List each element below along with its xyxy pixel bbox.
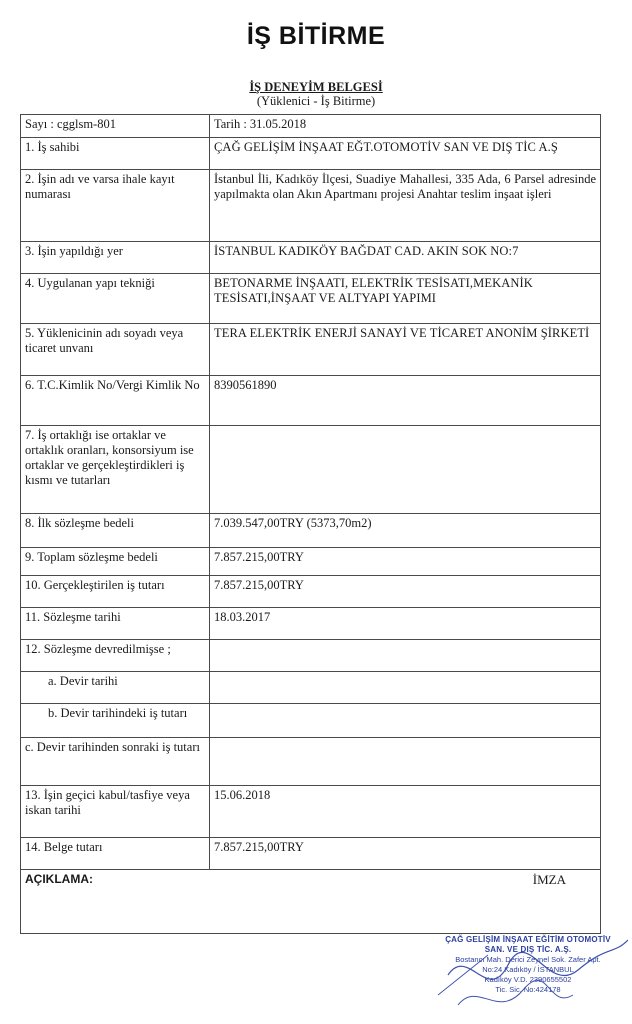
company-stamp [428,935,628,1020]
row-value [210,704,601,738]
aciklama-label: AÇIKLAMA: [25,872,93,886]
row-value: İstanbul İli, Kadıköy İlçesi, Suadiye Mahallesi, 335 Ada, 6 Parsel adresinde yapılmakta olan Akın Apartmanı projesi Anahtar teslim inşaat işleri [210,170,601,242]
row-value: TERA ELEKTRİK ENERJİ SANAYİ VE TİCARET ANONİM ŞİRKETİ [210,324,601,376]
table-row [21,274,601,324]
document-number: Sayı : cgglsm-801 [21,115,210,138]
table-row [21,376,601,426]
row-label: 11. Sözleşme tarihi [21,608,210,640]
row-value [210,738,601,786]
row-label: 8. İlk sözleşme bedeli [21,514,210,548]
table-row [21,786,601,838]
table-row-footer [21,870,601,934]
certificate-table [20,114,601,934]
row-value [210,426,601,514]
table-row [21,838,601,870]
row-label: 2. İşin adı ve varsa ihale kayıt numarası [21,170,210,242]
page-heading: İŞ BİTİRME [246,22,386,50]
table-row [21,548,601,576]
row-value: 7.857.215,00TRY [210,548,601,576]
table-row [21,138,601,170]
row-label: 13. İşin geçici kabul/tasfiye veya iskan tarihi [21,786,210,838]
stamp-address-2: No:24 Kadıköy / İSTANBUL [482,965,574,974]
signature-mark [428,935,628,1020]
row-label: 6. T.C.Kimlik No/Vergi Kimlik No [21,376,210,426]
table-row [21,738,601,786]
table-row [21,576,601,608]
table-row [21,704,601,738]
table-row [21,514,601,548]
row-value: 8390561890 [210,376,601,426]
row-value [210,672,601,704]
row-label: a. Devir tarihi [21,672,210,704]
table-row [21,608,601,640]
table-row [21,324,601,376]
row-value: 7.857.215,00TRY [210,838,601,870]
stamp-address-1: Bostancı Mah. Derici Zeynel Sok. Zafer Apt. [455,955,601,964]
row-label: 12. Sözleşme devredilmişse ; [21,640,210,672]
row-label: 5. Yüklenicinin adı soyadı veya ticaret unvanı [21,324,210,376]
stamp-tax-office: Kadıköy V.D. 2390655502 [484,975,572,984]
document-title-sub: (Yüklenici - İş Bitirme) [256,94,376,108]
document-title-main: İŞ DENEYİM BELGESİ [249,80,383,94]
row-label: c. Devir tarihinden sonraki iş tutarı [21,738,210,786]
table-row [21,672,601,704]
table-row [21,640,601,672]
row-label: 14. Belge tutarı [21,838,210,870]
stamp-company-type: SAN. VE DIŞ TİC. A.Ş. [484,945,572,954]
row-value: 7.039.547,00TRY (5373,70m2) [210,514,601,548]
row-label: 10. Gerçekleştirilen iş tutarı [21,576,210,608]
imza-label: İMZA [532,872,566,887]
table-row [21,170,601,242]
row-value: 15.06.2018 [210,786,601,838]
row-value [210,640,601,672]
row-value: 18.03.2017 [210,608,601,640]
table-row-header [21,115,601,138]
row-label: 1. İş sahibi [21,138,210,170]
row-value: İSTANBUL KADIKÖY BAĞDAT CAD. AKIN SOK NO:7 [210,242,601,274]
footer-cell [21,870,601,934]
row-value: 7.857.215,00TRY [210,576,601,608]
row-label: b. Devir tarihindeki iş tutarı [21,704,210,738]
row-label: 9. Toplam sözleşme bedeli [21,548,210,576]
stamp-company-line: ÇAĞ GELİŞİM İNŞAAT EĞİTİM OTOMOTİV [445,935,611,944]
row-label: 7. İş ortaklığı ise ortaklar ve ortaklık oranları, konsorsiyum ise ortaklar ve gerçekleştirdikleri iş kısmı ve tutarları [21,426,210,514]
row-label: 4. Uygulanan yapı tekniği [21,274,210,324]
table-row [21,242,601,274]
row-value: ÇAĞ GELİŞİM İNŞAAT EĞT.OTOMOTİV SAN VE DIŞ TİC A.Ş [210,138,601,170]
document-date: Tarih : 31.05.2018 [210,115,601,138]
row-label: 3. İşin yapıldığı yer [21,242,210,274]
stamp-trade-registry: Tic. Sic. No:424178 [495,985,561,994]
document-title [0,80,632,108]
row-value: BETONARME İNŞAATI, ELEKTRİK TESİSATI,MEKANİK TESİSATI,İNŞAAT VE ALTYAPI YAPIMI [210,274,601,324]
table-row [21,426,601,514]
